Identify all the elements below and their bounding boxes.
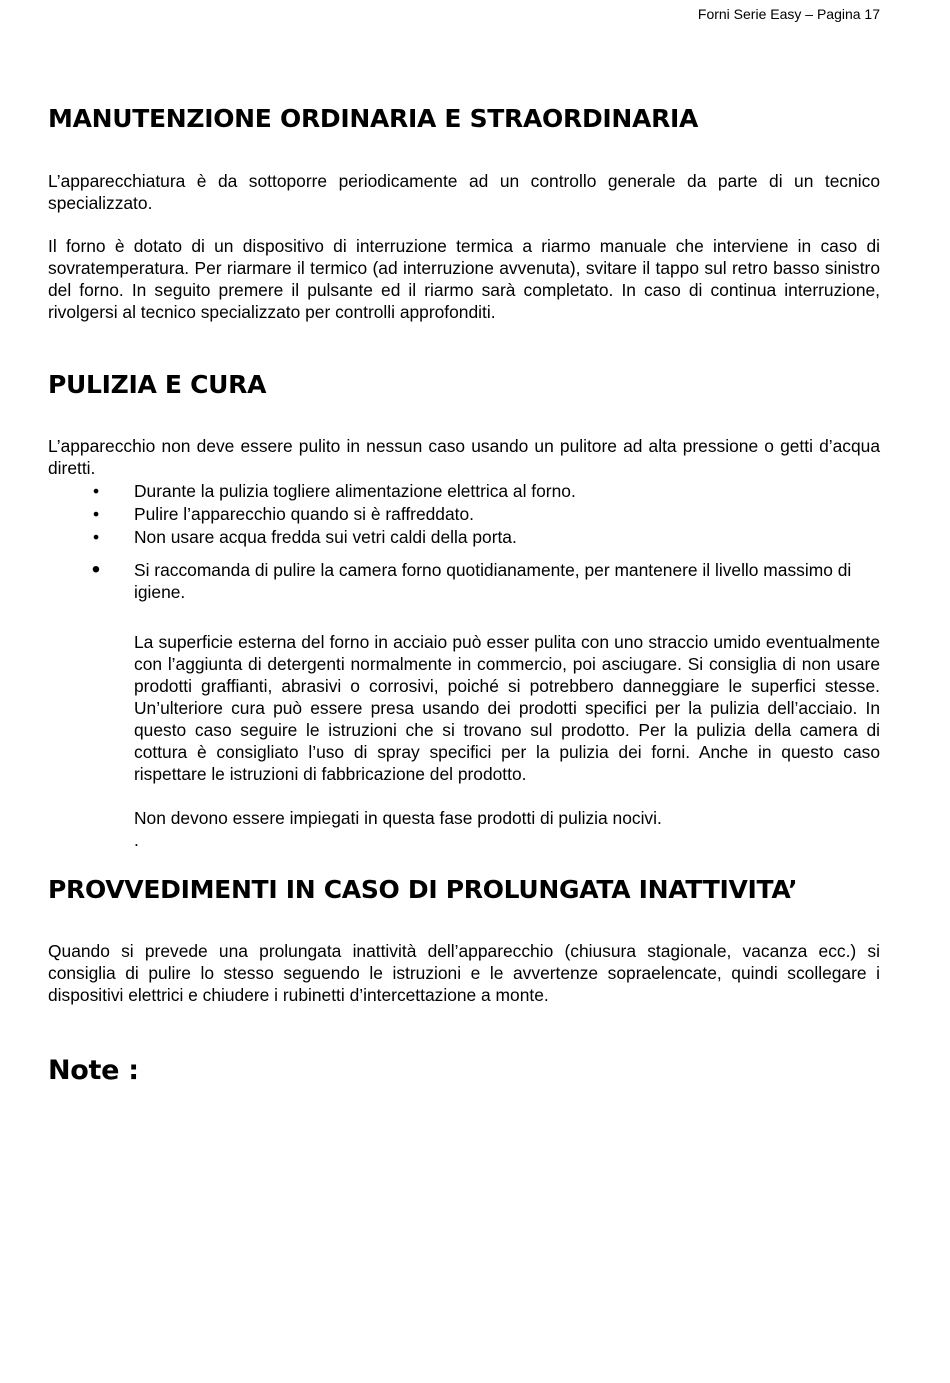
maintenance-paragraph-2: Il forno è dotato di un dispositivo di interruzione termica a riarmo manuale che interviene in caso di sovratemperatura. Per riarmare il termico (ad interruzione avvenuta), svitare il tappo sul retro basso sinistro del forno. In seguito premere il pulsante ed il riarmo sarà completato. In caso di continua interruzione, rivolgersi al tecnico specializzato per controlli approfonditi. <box>48 236 880 322</box>
running-header: Forni Serie Easy – Pagina 17 <box>697 6 880 22</box>
bullet-icon: • <box>91 556 101 583</box>
cleaning-intro: L’apparecchio non deve essere pulito in nessun caso usando un pulitore ad alta pressione o getti d’acqua diretti. <box>48 436 880 478</box>
maintenance-paragraph-1: L’apparecchiatura è da sottoporre periodicamente ad un controllo generale da parte di un tecnico specializzato. <box>48 171 880 213</box>
bullet-icon: • <box>92 527 100 547</box>
cleaning-detail-paragraph: La superficie esterna del forno in acciaio può esser pulita con uno straccio umido eventualmente con l’aggiunta di detergenti normalmente in commercio, poi asciugare. Si consiglia di non usare prodotti graffianti, abrasivi o corrosivi, poiché si potrebbero danneggiare le superfici stesse. Un’ulteriore cura può essere presa usando dei prodotti specifici per la pulizia dell’acciaio. In questo caso seguire le istruzioni che si trovano sul prodotto. Per la pulizia della camera di cottura è consigliato l’uso di spray specifici per la pulizia dei forni. Anche in questo caso rispettare le istruzioni di fabbricazione del prodotto. <box>134 632 880 784</box>
list-item-text: Non usare acqua fredda sui vetri caldi della porta. <box>134 527 517 547</box>
cleaning-warning: Non devono essere impiegati in questa fase prodotti di pulizia nocivi. <box>134 808 662 828</box>
notes-heading: Note : <box>48 1055 139 1086</box>
list-item-text: Pulire l’apparecchio quando si è raffreddato. <box>134 504 474 524</box>
maintenance-heading: MANUTENZIONE ORDINARIA E STRAORDINARIA <box>48 104 699 133</box>
bullet-icon: • <box>92 481 100 501</box>
inactivity-paragraph: Quando si prevede una prolungata inattività dell’apparecchio (chiusura stagionale, vacanza ecc.) si consiglia di pulire lo stesso seguendo le istruzioni e le avvertenze sopraelencate, quindi scollegare i dispositivi elettrici e chiudere i rubinetti d’intercettazione a monte. <box>48 941 880 1005</box>
inactivity-heading: PROVVEDIMENTI IN CASO DI PROLUNGATA INATTIVITA’ <box>48 875 798 904</box>
list-item-text: Durante la pulizia togliere alimentazione elettrica al forno. <box>134 481 576 501</box>
list-item-text: Si raccomanda di pulire la camera forno quotidianamente, per mantenere il livello massimo di igiene. <box>134 560 852 602</box>
bullet-icon: • <box>92 504 100 524</box>
cleaning-heading: PULIZIA E CURA <box>48 370 267 399</box>
trailing-dot: . <box>134 830 139 850</box>
